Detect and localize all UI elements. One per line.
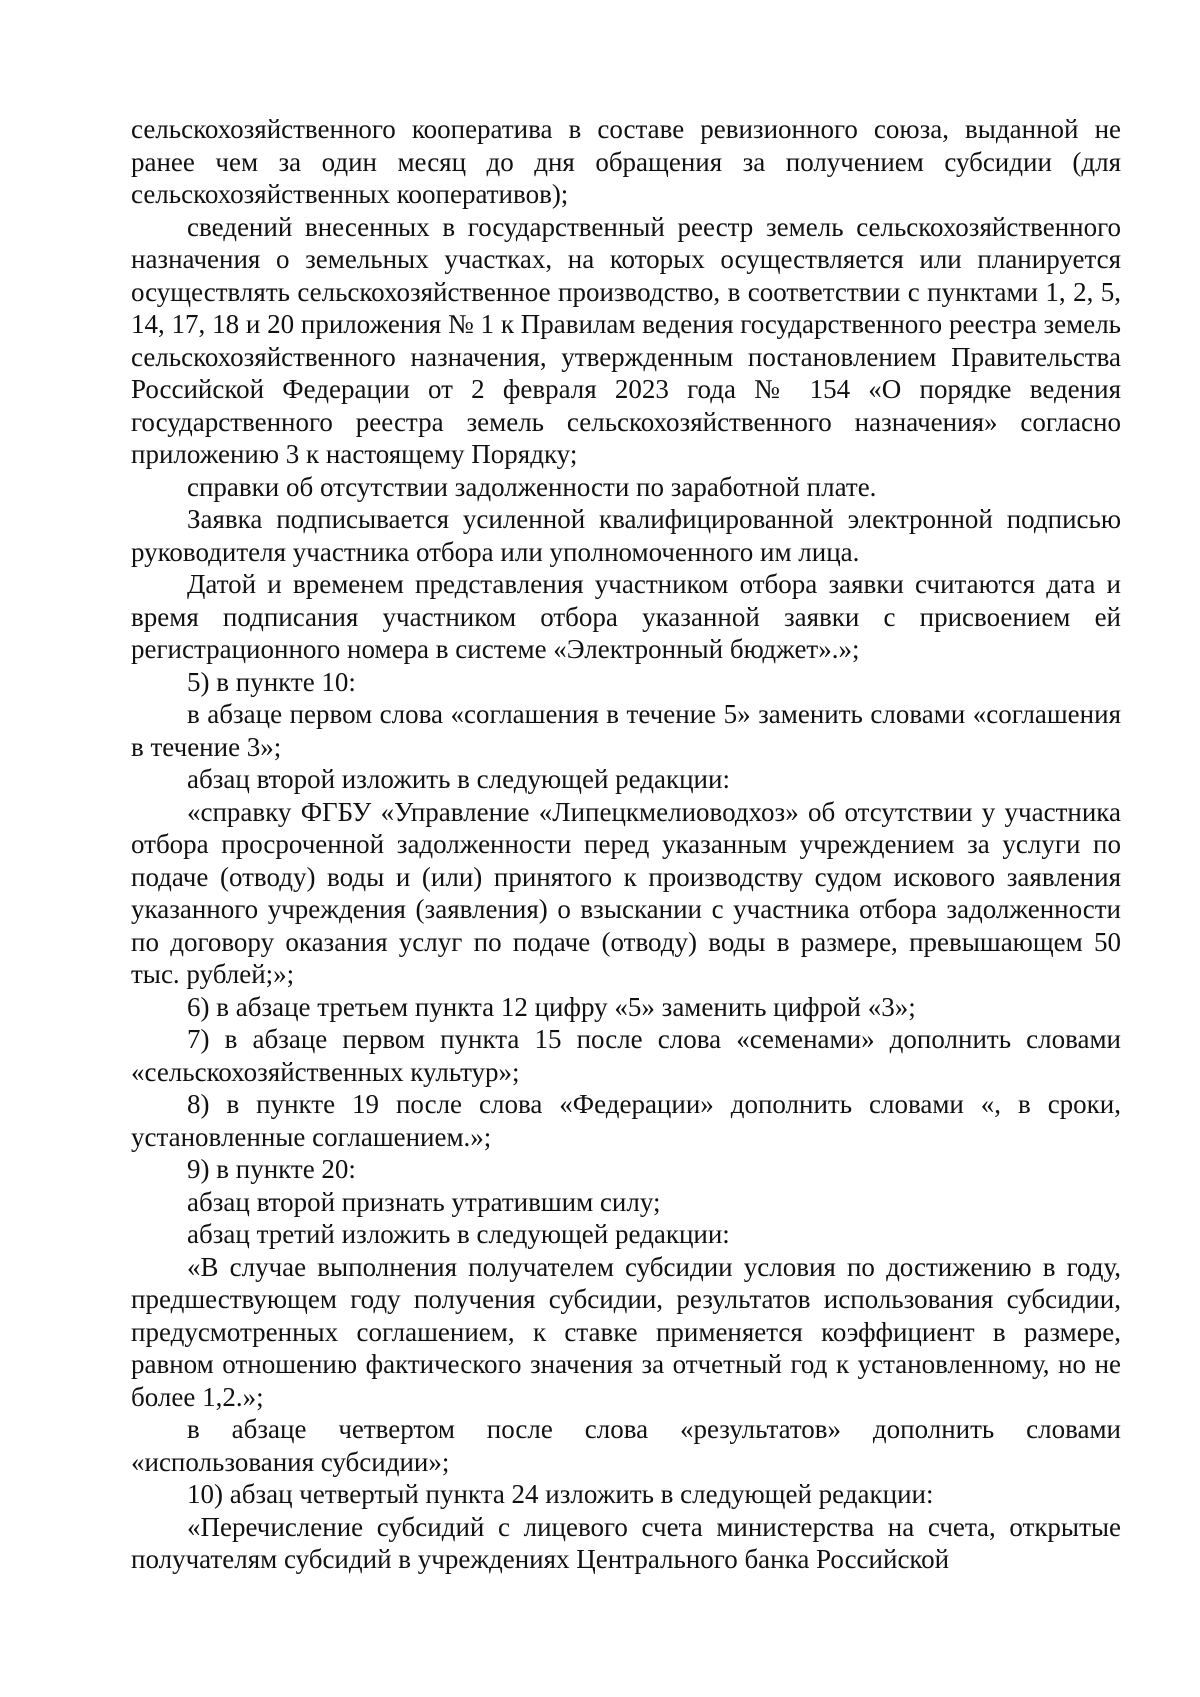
paragraph-6: 5) в пункте 10:: [187, 666, 356, 697]
paragraph-12: 8) в пункте 19 после слова «Федерации» дополнить словами «, в сроки, установленные соглашением.»;: [131, 1089, 1121, 1152]
paragraph-18: 10) абзац четвертый пункта 24 изложить в следующей редакции:: [187, 1479, 934, 1509]
paragraph-9: «справку ФГБУ «Управление «Липецкмелиоводхоз» об отсутствии у участника отбора просроченной задолженности перед указанным учреждением за услуги по подаче (отводу) воды и (или) принятого к производству судом искового заявления указанного учреждения (заявления) о взыскании с участника отбора задолженности по договору оказания услуг по подаче (отводу) воды в размере, превышающем 50 тыс. рублей;»;: [131, 796, 1121, 989]
paragraph-16: «В случае выполнения получателем субсидии условия по достижению в году, предшествующем году получения субсидии, результатов использования субсидии, предусмотренных соглашением, к ставке применяется коэффициент в размере, равном отношению фактического значения за отчетный год к установленному, но не более 1,2.»;: [131, 1251, 1121, 1412]
paragraph-2: сведений внесенных в государственный реестр земель сельскохозяйственного назначения о земельных участках, на которых осуществляется или планируется осуществлять сельскохозяйственное производство, в соответствии с пунктами 1, 2, 5, 14, 17, 18 и 20 приложения № 1 к Правилам ведения государственного реестра земель сельскохозяйственного назначения, утвержденным постановлением Правительства Российской Федерации от 2 февраля 2023 года № 154 «О порядке ведения государственного реестра земель сельскохозяйственного назначения» согласно приложению 3 к настоящему Порядку;: [131, 211, 1121, 469]
paragraph-14: абзац второй признать утратившим силу;: [187, 1186, 661, 1217]
document-page: [131, 113, 1121, 1576]
paragraph-8: абзац второй изложить в следующей редакции:: [187, 764, 730, 794]
paragraph-19: «Перечисление субсидий с лицевого счета министерства на счета, открытые получателям субсидий в учреждениях Центрального банка Российской: [131, 1511, 1121, 1574]
paragraph-7: в абзаце первом слова «соглашения в течение 5» заменить словами «соглашения в течение 3»;: [131, 699, 1121, 762]
paragraph-4: Заявка подписывается усиленной квалифицированной электронной подписью руководителя участника отбора или уполномоченного им лица.: [131, 504, 1121, 567]
paragraph-5: Датой и временем представления участником отбора заявки считаются дата и время подписания участником отбора указанной заявки с присвоением ей регистрационного номера в системе «Электронный бюджет».»;: [131, 569, 1121, 664]
paragraph-1: сельскохозяйственного кооператива в составе ревизионного союза, выданной не ранее чем за один месяц до дня обращения за получением субсидии (для сельскохозяйственных кооперативов);: [131, 114, 1121, 209]
paragraph-15: абзац третий изложить в следующей редакции:: [187, 1219, 730, 1249]
paragraph-10: 6) в абзаце третьем пункта 12 цифру «5» заменить цифрой «3»;: [187, 991, 916, 1022]
paragraph-3: справки об отсутствии задолженности по заработной плате.: [187, 471, 877, 502]
paragraph-13: 9) в пункте 20:: [187, 1154, 356, 1184]
paragraph-11: 7) в абзаце первом пункта 15 после слова «семенами» дополнить словами «сельскохозяйственных культур»;: [131, 1024, 1121, 1087]
paragraph-17: в абзаце четвертом после слова «результатов» дополнить словами «использования субсидии»;: [131, 1414, 1121, 1477]
